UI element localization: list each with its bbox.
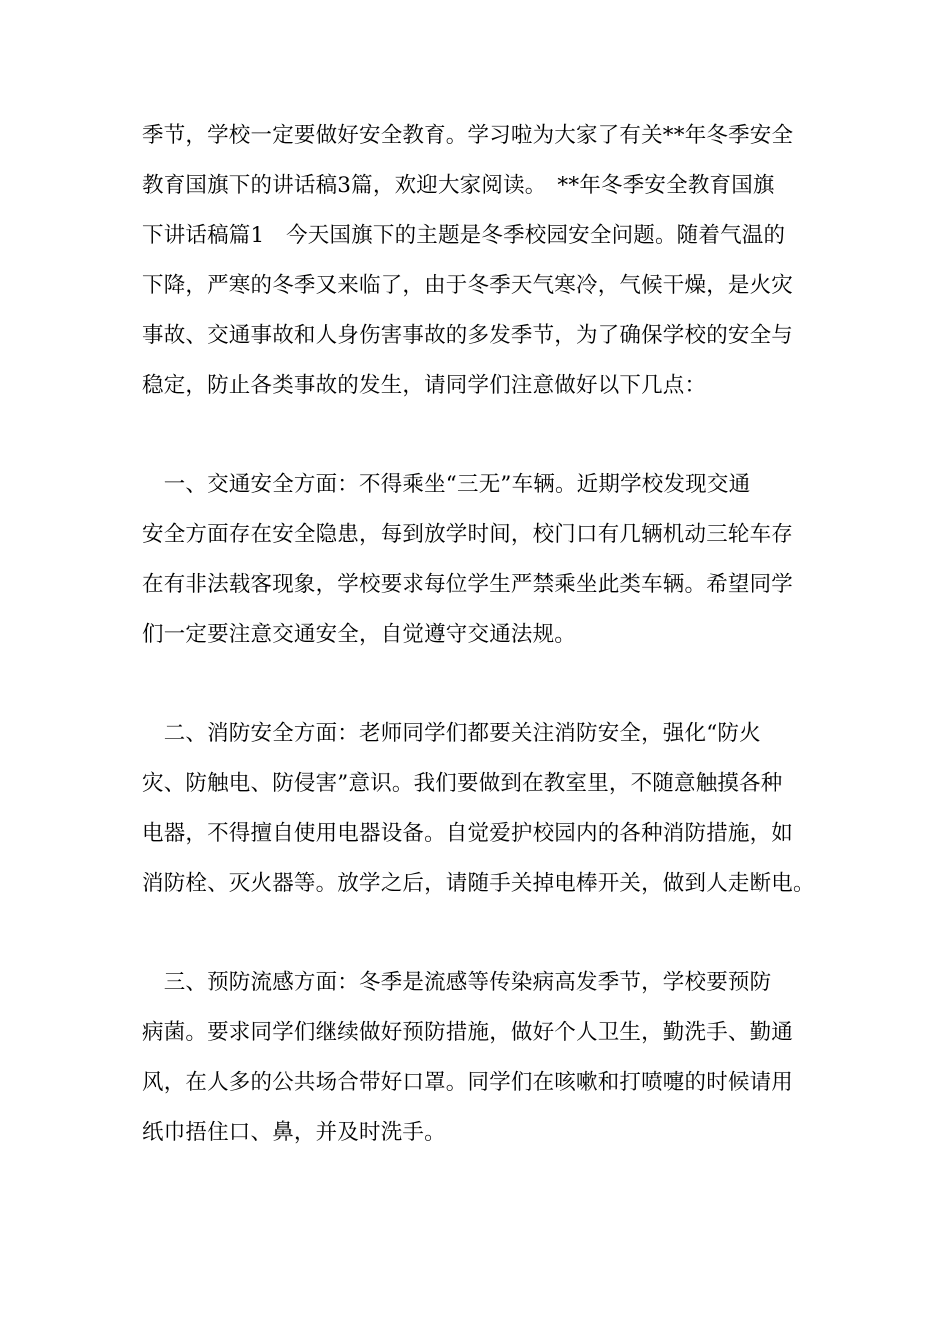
paragraph-4-line-3: 风，在人多的公共场合带好口罩。同学们在咳嗽和打喷嚏的时候请用 [142, 1070, 794, 1095]
paragraph-1-line-4: 下降，严寒的冬季又来临了，由于冬季天气寒冷，气候干燥，是火灾 [142, 273, 794, 298]
paragraph-1-line-1: 季节，学校一定要做好安全教育。学习啦为大家了有关**年冬季安全 [142, 123, 794, 148]
paragraph-2-line-2: 安全方面存在安全隐患，每到放学时间，校门口有几辆机动三轮车存 [142, 522, 794, 547]
paragraph-4-line-4: 纸巾捂住口、鼻，并及时洗手。 [142, 1120, 446, 1145]
paragraph-2-line-1: 一、交通安全方面：不得乘坐“三无”车辆。近期学校发现交通 [142, 472, 751, 497]
paragraph-4-line-1: 三、预防流感方面：冬季是流感等传染病高发季节，学校要预防 [142, 970, 772, 995]
paragraph-2-line-3: 在有非法载客现象，学校要求每位学生严禁乘坐此类车辆。希望同学 [142, 572, 794, 597]
paragraph-4-line-2: 病菌。要求同学们继续做好预防措施，做好个人卫生，勤洗手、勤通 [142, 1020, 794, 1045]
paragraph-1-line-5: 事故、交通事故和人身伤害事故的多发季节，为了确保学校的安全与 [142, 323, 794, 348]
paragraph-3-line-1: 二、消防安全方面：老师同学们都要关注消防安全，强化“防火 [142, 721, 761, 746]
paragraph-2-line-4: 们一定要注意交通安全，自觉遵守交通法规。 [142, 622, 577, 647]
paragraph-1-line-6: 稳定，防止各类事故的发生，请同学们注意做好以下几点： [142, 373, 707, 398]
paragraph-3-line-4: 消防栓、灭火器等。放学之后，请随手关掉电棒开关，做到人走断电。 [142, 871, 815, 896]
paragraph-3-line-3: 电器，不得擅自使用电器设备。自觉爱护校园内的各种消防措施，如 [142, 821, 794, 846]
paragraph-3-line-2: 灾、防触电、防侵害”意识。我们要做到在教室里，不随意触摸各种 [142, 771, 783, 796]
paragraph-1-line-3: 下讲话稿篇1 今天国旗下的主题是冬季校园安全问题。随着气温的 [142, 223, 786, 248]
paragraph-1-line-2: 教育国旗下的讲话稿3篇，欢迎大家阅读。 **年冬季安全教育国旗 [142, 173, 775, 198]
